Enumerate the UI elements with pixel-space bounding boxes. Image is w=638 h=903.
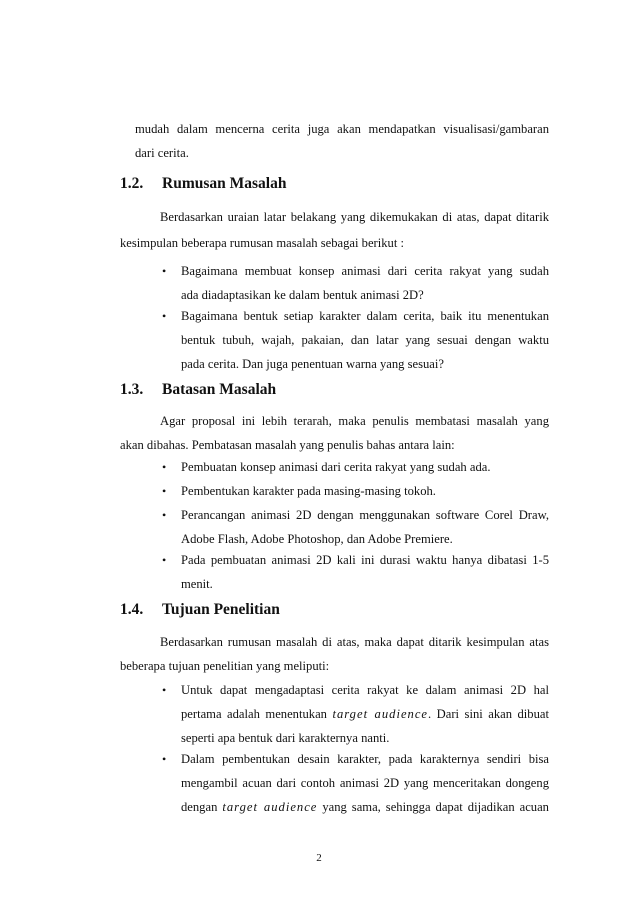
list-item-line: Adobe Flash, Adobe Photoshop, dan Adobe Premiere. (181, 532, 453, 546)
list-item-line: menit. (181, 577, 213, 591)
paragraph-line: Agar proposal ini lebih terarah, maka penulis membatasi masalah yang (160, 414, 549, 428)
section-heading-1-3 (120, 380, 276, 400)
paragraph-line: Berdasarkan uraian latar belakang yang dikemukakan di atas, dapat ditarik (160, 210, 549, 224)
list-item-line (181, 798, 549, 816)
list-item-text: pertama adalah menentukan (181, 707, 327, 721)
emphasis-term: target audience (332, 707, 429, 721)
intro-line-2: dari cerita. (135, 146, 189, 160)
section-number: 1.3. (120, 381, 144, 398)
bullet-icon: • (162, 752, 167, 766)
list-item-line: ada diadaptasikan ke dalam bentuk animasi 2D? (181, 288, 424, 302)
section-number: 1.4. (120, 601, 144, 618)
section-heading-1-2 (120, 174, 286, 194)
list-item-line: pada cerita. Dan juga penentuan warna yang sesuai? (181, 357, 444, 371)
list-item-line: Pembentukan karakter pada masing-masing tokoh. (181, 484, 436, 498)
intro-line-1: mudah dalam mencerna cerita juga akan mendapatkan visualisasi/gambaran (135, 122, 549, 136)
list-item-text: dengan (181, 800, 218, 814)
bullet-icon: • (162, 683, 167, 697)
bullet-icon: • (162, 264, 167, 278)
bullet-icon: • (162, 553, 167, 567)
list-item-line: Dalam pembentukan desain karakter, pada karakternya sendiri bisa (181, 752, 549, 766)
list-item-line: Bagaimana bentuk setiap karakter dalam cerita, baik itu menentukan (181, 309, 549, 323)
list-item-text: . Dari sini akan dibuat (428, 707, 549, 721)
list-item-line: Untuk dapat mengadaptasi cerita rakyat ke dalam animasi 2D hal (181, 683, 549, 697)
paragraph-line: beberapa tujuan penelitian yang meliputi: (120, 659, 330, 673)
list-item-line: Perancangan animasi 2D dengan menggunakan software Corel Draw, (181, 508, 549, 522)
bullet-icon: • (162, 460, 167, 474)
list-item-line: Pada pembuatan animasi 2D kali ini durasi waktu hanya dibatasi 1-5 (181, 553, 549, 567)
paragraph-line: Berdasarkan rumusan masalah di atas, maka dapat ditarik kesimpulan atas (160, 635, 549, 649)
list-item-line: bentuk tubuh, wajah, pakaian, dan latar yang sesuai dengan waktu (181, 333, 549, 347)
paragraph-line: kesimpulan beberapa rumusan masalah sebagai berikut : (120, 236, 404, 250)
paragraph-line: akan dibahas. Pembatasan masalah yang penulis bahas antara lain: (120, 438, 455, 452)
bullet-icon: • (162, 309, 167, 323)
section-number: 1.2. (120, 175, 144, 192)
bullet-icon: • (162, 484, 167, 498)
list-item-line: Bagaimana membuat konsep animasi dari cerita rakyat yang sudah (181, 264, 549, 278)
bullet-icon: • (162, 508, 167, 522)
list-item-line: seperti apa bentuk dari karakternya nanti. (181, 731, 390, 745)
section-title: Batasan Masalah (162, 381, 277, 398)
list-item-text: yang sama, sehingga dapat dijadikan acuan (322, 800, 549, 814)
section-heading-1-4 (120, 600, 280, 620)
emphasis-term: target audience (222, 800, 318, 814)
list-item-line: Pembuatan konsep animasi dari cerita rakyat yang sudah ada. (181, 460, 491, 474)
list-item-line: mengambil acuan dari contoh animasi 2D yang menceritakan dongeng (181, 776, 549, 790)
section-title: Rumusan Masalah (162, 175, 287, 192)
section-title: Tujuan Penelitian (162, 601, 280, 618)
list-item-line (181, 705, 549, 723)
page-number: 2 (316, 852, 322, 864)
